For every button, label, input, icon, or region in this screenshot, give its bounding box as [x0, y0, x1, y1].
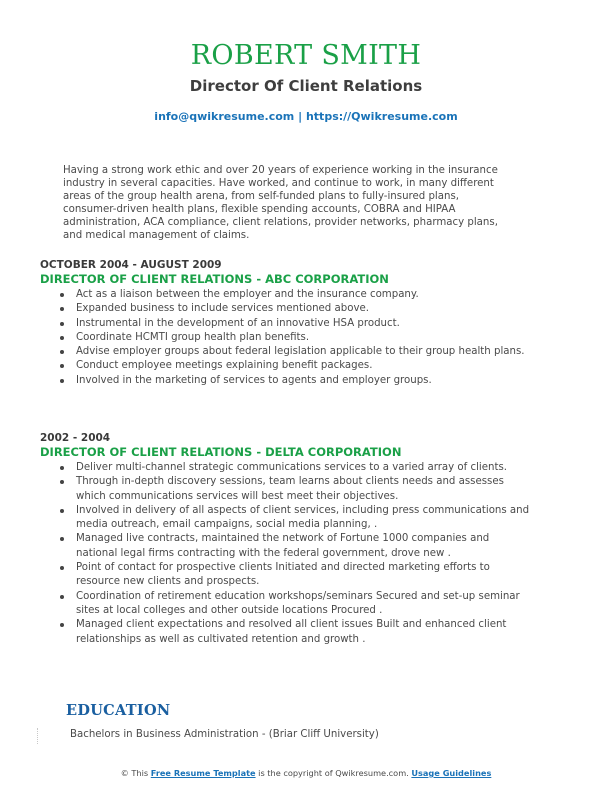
- job-dates: OCTOBER 2004 - AUGUST 2009: [40, 259, 222, 271]
- education-divider: [37, 728, 38, 744]
- list-item: Act as a liaison between the employer and the insurance company.: [40, 288, 530, 302]
- list-item: Coordinate HCMTI group health plan benefits.: [40, 331, 530, 345]
- education-item: Bachelors in Business Administration - (Briar Cliff University): [70, 729, 379, 740]
- bullet-icon: [60, 307, 64, 311]
- list-item: Expanded business to include services mentioned above.: [40, 302, 530, 316]
- bullet-icon: [60, 623, 64, 627]
- bullet-icon: [60, 480, 64, 484]
- contact-line: [0, 110, 612, 124]
- bullet-icon: [60, 364, 64, 368]
- job-entry: [40, 259, 530, 388]
- email-link[interactable]: info@qwikresume.com: [154, 110, 295, 123]
- bullet-icon: [60, 350, 64, 354]
- list-item: Involved in delivery of all aspects of client services, including press communications and media outreach, email campaigns, social media planning, .: [40, 504, 530, 533]
- bullet-icon: [60, 595, 64, 599]
- job-entry: [40, 432, 530, 647]
- candidate-name: ROBERT SMITH: [190, 40, 422, 71]
- bullet-icon: [60, 379, 64, 383]
- usage-guidelines-link[interactable]: Usage Guidelines: [411, 768, 492, 778]
- job-bullets: [40, 461, 530, 647]
- contact-separator: |: [294, 110, 306, 123]
- footer: [0, 768, 612, 778]
- job-bullets: [40, 288, 530, 388]
- job-role: DIRECTOR OF CLIENT RELATIONS - DELTA CORPORATION: [40, 445, 402, 459]
- website-link[interactable]: https://Qwikresume.com: [305, 110, 458, 123]
- list-item: Conduct employee meetings explaining benefit packages.: [40, 359, 530, 373]
- list-item: Deliver multi-channel strategic communications services to a varied array of clients.: [40, 461, 530, 475]
- bullet-icon: [60, 537, 64, 541]
- bullet-icon: [60, 566, 64, 570]
- list-item: Through in-depth discovery sessions, team learns about clients needs and assesses which communications services will best meet their objectives.: [40, 475, 530, 504]
- job-title: Director Of Client Relations: [189, 77, 423, 95]
- footer-middle: is the copyright of Qwikresume.com.: [255, 768, 412, 778]
- list-item: Managed live contracts, maintained the network of Fortune 1000 companies and national legal firms contracting with the federal government, drove new .: [40, 532, 530, 561]
- list-item: Managed client expectations and resolved all client issues Built and enhanced client relationships as well as cultivated retention and growth .: [40, 618, 530, 647]
- bullet-icon: [60, 509, 64, 513]
- list-item: Involved in the marketing of services to agents and employer groups.: [40, 374, 530, 388]
- list-item: Instrumental in the development of an innovative HSA product.: [40, 317, 530, 331]
- job-dates: 2002 - 2004: [40, 432, 111, 444]
- bullet-icon: [60, 466, 64, 470]
- summary-paragraph: Having a strong work ethic and over 20 years of experience working in the insurance industry in several capacities. Have worked, and continue to work, in many different areas of the group health arena, from self-funded plans to fully-insured plans, consumer-driven health plans, flexible spending accounts, COBRA and HIPAA administration, ACA compliance, client relations, provider networks, pharmacy plans, and medical management of claims.: [63, 165, 498, 241]
- footer-prefix: © This: [120, 768, 151, 778]
- list-item: Coordination of retirement education workshops/seminars Secured and set-up seminar sites at local colleges and other outside locations Procured .: [40, 590, 530, 619]
- list-item: Advise employer groups about federal legislation applicable to their group health plans.: [40, 345, 530, 359]
- job-role: DIRECTOR OF CLIENT RELATIONS - ABC CORPORATION: [40, 272, 389, 286]
- bullet-icon: [60, 293, 64, 297]
- list-item: Point of contact for prospective clients Initiated and directed marketing efforts to resource new clients and prospects.: [40, 561, 530, 590]
- bullet-icon: [60, 336, 64, 340]
- free-resume-template-link[interactable]: Free Resume Template: [150, 768, 256, 778]
- bullet-icon: [60, 322, 64, 326]
- education-heading: EDUCATION: [66, 702, 171, 719]
